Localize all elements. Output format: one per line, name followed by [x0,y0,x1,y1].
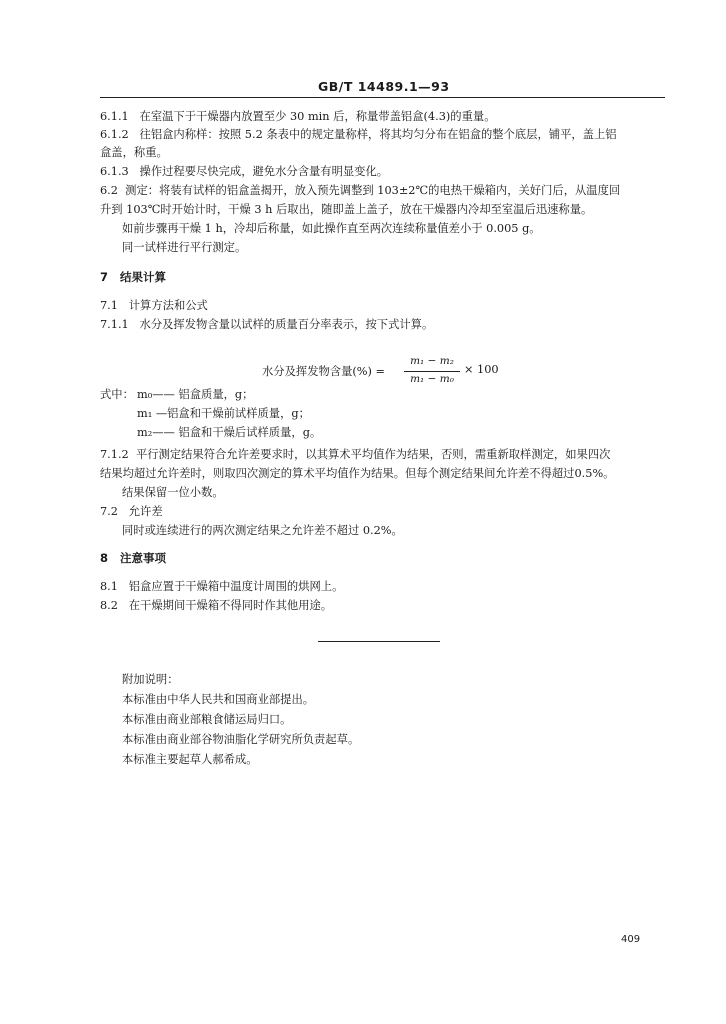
clause-6-1-3 [100,163,388,180]
clause-8-2 [100,597,332,614]
section-number: 7 [100,270,109,284]
clause-6-1-1 [100,108,496,125]
section-number: 8 [100,551,109,565]
clause-7-1-2 [100,446,610,463]
clause-text: 往铝盒内称样：按照 5.2 条表中的规定量称样，将其均匀分布在铝盒的整个底层，铺平，盖上铝 [139,128,617,141]
section-title: 注意事项 [120,551,167,565]
clause-number: 7.1.2 [100,448,129,461]
clause-7-1-1 [100,316,433,333]
clause-6-2 [100,182,620,199]
clause-6-1-2-cont: 盒盖，称重。 [100,146,168,159]
clause-7-1-2-line3: 结果保留一位小数。 [122,486,224,499]
clause-6-2-line2: 升到 103℃时开始计时，干燥 3 h 后取出，随即盖上盖子，放在干燥器内冷却至室温后迅速称量。 [100,203,593,216]
clause-number: 6.1.3 [100,165,129,178]
section-8-heading [100,550,166,566]
clause-6-2-line4: 同一试样进行平行测定。 [122,241,247,254]
end-separator-rule [318,641,440,642]
clause-6-2-line3: 如前步骤再干燥 1 h，冷却后称量，如此操作直至两次连续称量值差小于 0.005 g。 [122,222,541,235]
clause-6-1-2 [100,126,617,143]
clause-number: 7.1.1 [100,318,129,331]
formula-rhs: × 100 [464,363,499,376]
clause-7-2-text: 同时或连续进行的两次测定结果之允许差不超过 0.2%。 [122,524,403,537]
clause-text: 允许差 [128,505,163,518]
clause-number: 8.1 [100,580,118,593]
section-7-heading [100,269,166,285]
clause-number: 6.2 [100,184,118,197]
standard-code-header: GB/T 14489.1—93 [318,79,450,94]
formula-numerator: m₁ − m₂ [410,355,454,367]
clause-number: 7.1 [100,299,118,312]
section-title: 结果计算 [120,270,167,284]
clause-7-2 [100,503,163,520]
fraction-bar [404,371,460,372]
page-number: 409 [621,934,641,945]
variable-m2: m₂—— 铝盒和干燥后试样质量，g。 [137,426,322,439]
clause-text: 计算方法和公式 [128,299,208,312]
formula-denominator: m₁ − m₀ [410,373,454,385]
additional-note-line: 本标准由商业部谷物油脂化学研究所负责起草。 [122,733,360,746]
clause-8-1 [100,578,343,595]
variable-m1: m₁ —铝盒和干燥前试样质量，g； [137,407,310,420]
clause-text: 测定：将装有试样的铝盒盖揭开，放入预先调整到 103±2℃的电热干燥箱内，关好门后，从温度回 [125,184,621,197]
additional-notes-title: 附加说明： [122,673,179,686]
clause-text: 平行测定结果符合允许差要求时，以其算术平均值作为结果，否则，需重新取样测定，如果四次 [135,448,611,461]
header-rule [100,97,665,98]
clause-text: 操作过程要尽快完成，避免水分含量有明显变化。 [139,165,389,178]
formula-lhs: 水分及挥发物含量(%) = [262,365,385,378]
additional-note-line: 本标准由商业部粮食储运局归口。 [122,713,292,726]
clause-number: 6.1.2 [100,128,129,141]
clause-7-1-2-line2: 结果均超过允许差时，则取四次测定的算术平均值作为结果。但每个测定结果间允许差不得超过0.5%。 [100,467,615,480]
variable-m0: m₀—— 铝盒质量，g； [137,388,254,401]
clause-text: 铝盒应置于干燥箱中温度计周围的烘网上。 [128,580,344,593]
clause-text: 在干燥期间干燥箱不得同时作其他用途。 [128,599,333,612]
where-label: 式中： [100,388,134,401]
clause-number: 7.2 [100,505,118,518]
clause-number: 8.2 [100,599,118,612]
clause-text: 水分及挥发物含量以试样的质量百分率表示，按下式计算。 [139,318,434,331]
clause-number: 6.1.1 [100,110,129,123]
clause-7-1 [100,297,208,314]
additional-note-line: 本标准主要起草人郝希成。 [122,753,258,766]
additional-note-line: 本标准由中华人民共和国商业部提出。 [122,693,315,706]
clause-text: 在室温下于干燥器内放置至少 30 min 后，称量带盖铝盒(4.3)的重量。 [139,110,496,123]
